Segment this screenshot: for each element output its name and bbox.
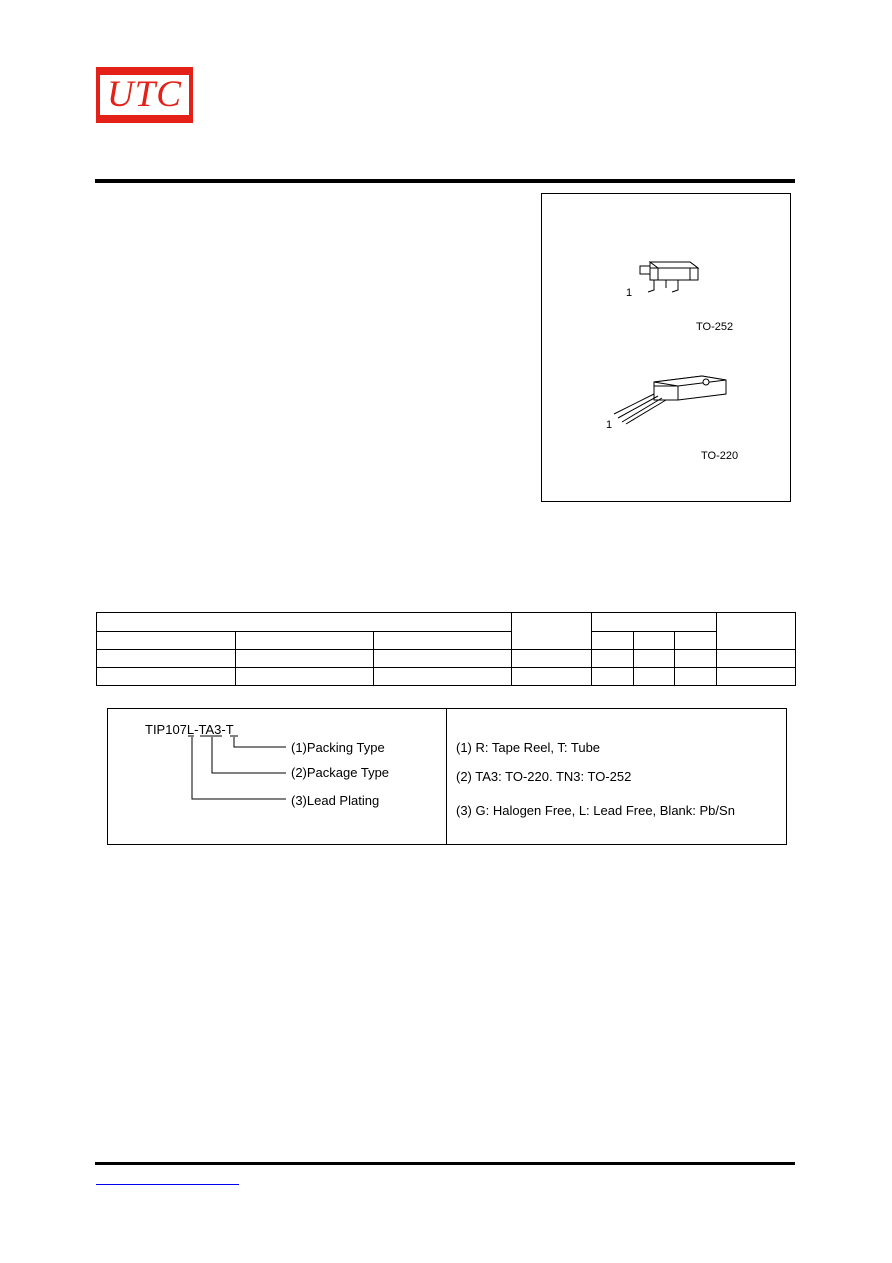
code-divider xyxy=(446,709,447,844)
table-cell xyxy=(634,668,675,686)
table-cell xyxy=(374,650,512,668)
separator-1: - xyxy=(194,722,199,737)
code-leader-lines xyxy=(108,709,446,844)
table-cell xyxy=(374,632,512,650)
table-cell xyxy=(675,650,717,668)
table-row xyxy=(97,613,796,632)
table-cell xyxy=(634,632,675,650)
table-cell xyxy=(97,613,512,632)
table-cell xyxy=(236,668,374,686)
table-cell xyxy=(592,668,634,686)
table-cell xyxy=(634,650,675,668)
package-outline-box xyxy=(541,193,791,502)
table-cell xyxy=(374,668,512,686)
to220-drawing xyxy=(614,376,726,424)
table-cell xyxy=(675,632,717,650)
table-cell xyxy=(97,650,236,668)
table-cell xyxy=(717,668,796,686)
table-cell xyxy=(592,613,717,632)
utc-logo xyxy=(96,67,193,123)
field-package: TA3 xyxy=(198,722,222,737)
table-row xyxy=(97,632,796,650)
legend-packing: (1)Packing Type xyxy=(291,740,385,755)
desc-lead: (3) G: Halogen Free, L: Lead Free, Blank: Pb/Sn xyxy=(456,803,735,818)
footer-rule xyxy=(95,1162,795,1165)
table-cell xyxy=(592,650,634,668)
separator-2: - xyxy=(221,722,226,737)
part-prefix: TIP107 xyxy=(145,722,187,737)
table-cell xyxy=(97,632,236,650)
part-code-box xyxy=(107,708,787,845)
table-cell xyxy=(512,613,592,650)
to220-pin-label: 1 xyxy=(606,419,613,431)
table-cell xyxy=(717,650,796,668)
to220-label: TO-220 xyxy=(701,450,739,462)
table-cell xyxy=(592,632,634,650)
table-cell xyxy=(236,650,374,668)
field-lead: L xyxy=(186,722,195,737)
to252-drawing xyxy=(640,262,698,292)
table-cell xyxy=(675,668,717,686)
header-rule xyxy=(95,179,795,183)
table-row xyxy=(97,668,796,686)
legend-package: (2)Package Type xyxy=(291,765,390,780)
footer-link[interactable] xyxy=(96,1174,239,1185)
table-cell xyxy=(717,613,796,650)
field-packing: T xyxy=(225,722,234,737)
legend-lead: (3)Lead Plating xyxy=(291,793,380,808)
table-cell xyxy=(236,632,374,650)
table-row xyxy=(97,650,796,668)
package-drawings xyxy=(542,194,792,503)
logo-text: UTC xyxy=(107,74,182,115)
logo-background xyxy=(100,75,189,115)
desc-package: (2) TA3: TO-220. TN3: TO-252 xyxy=(456,769,632,784)
table-cell xyxy=(97,668,236,686)
table-cell xyxy=(512,668,592,686)
desc-packing: (1) R: Tape Reel, T: Tube xyxy=(456,740,601,755)
to252-label: TO-252 xyxy=(696,321,734,333)
to252-pin-label: 1 xyxy=(626,287,633,299)
table-cell xyxy=(512,650,592,668)
ordering-info-table xyxy=(96,612,796,686)
